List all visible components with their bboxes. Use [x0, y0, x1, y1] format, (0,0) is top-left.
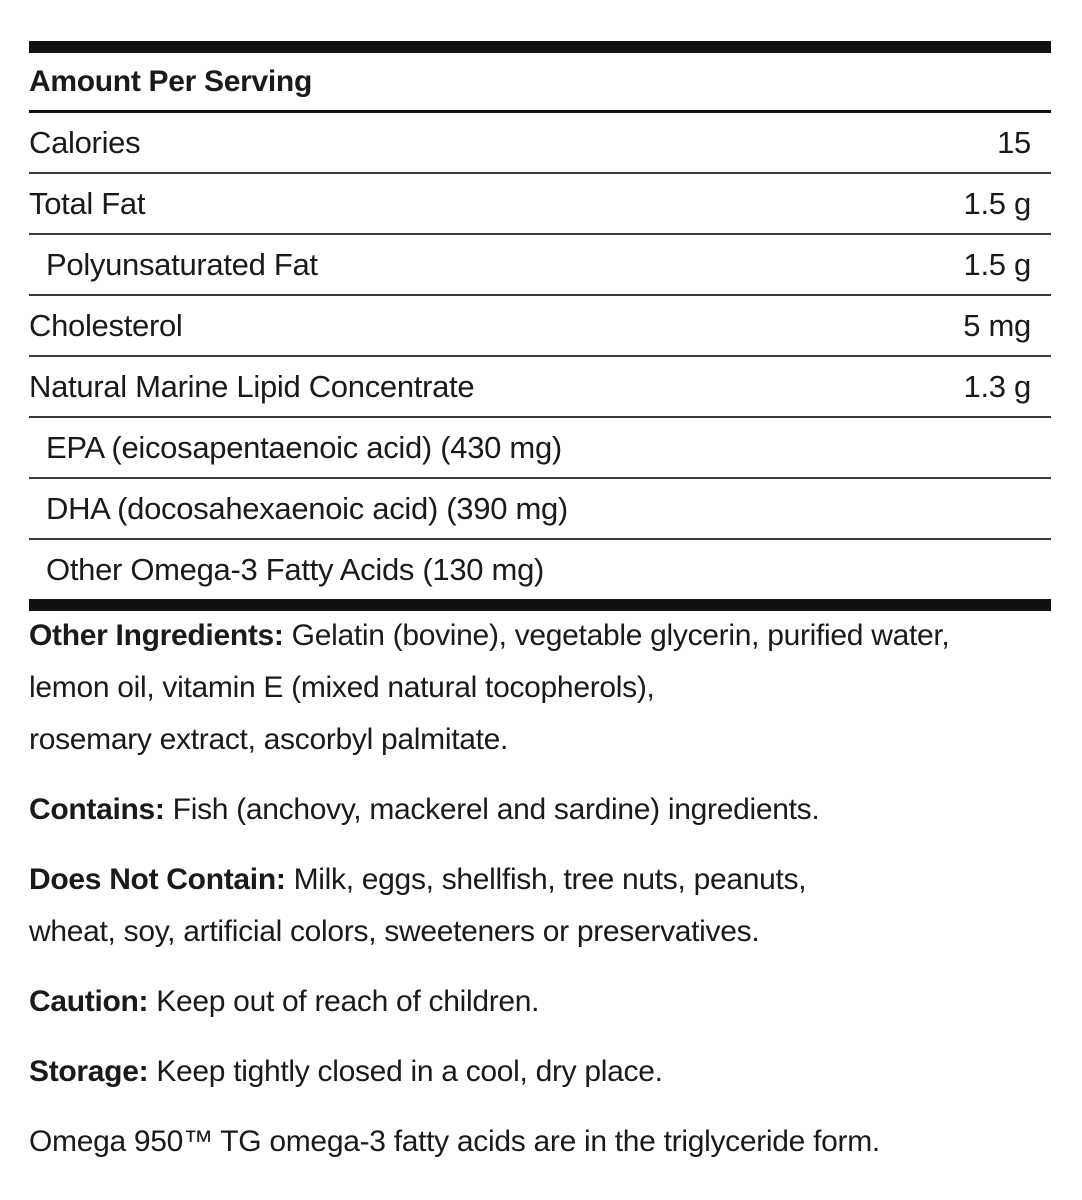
nutrient-amount: 5 mg	[963, 307, 1031, 343]
other-ingredients-note	[29, 610, 1059, 766]
nutrient-name: EPA (eicosapentaenoic acid) (430 mg)	[46, 429, 562, 465]
triglyceride-form-note: Omega 950™ TG omega-3 fatty acids are in the triglyceride form.	[29, 1125, 880, 1158]
header-label: Amount Per Serving	[29, 64, 312, 98]
nutrient-name: Polyunsaturated Fat	[46, 246, 318, 282]
caution-text: Keep out of reach of children.	[148, 985, 540, 1018]
nutrient-amount: 1.5 g	[963, 185, 1031, 221]
other-ingredients-line3: rosemary extract, ascorbyl palmitate.	[29, 723, 509, 756]
does-not-contain-line1: Milk, eggs, shellfish, tree nuts, peanuts,	[285, 863, 807, 896]
nutrient-name: Natural Marine Lipid Concentrate	[29, 368, 475, 404]
other-ingredients-label: Other Ingredients:	[29, 619, 284, 652]
other-ingredients-line1: Gelatin (bovine), vegetable glycerin, purified water,	[283, 619, 950, 652]
does-not-contain-line2: wheat, soy, artificial colors, sweeteners or preservatives.	[29, 915, 760, 948]
contains-note	[29, 784, 1059, 836]
storage-note	[29, 1046, 1059, 1098]
nutrient-name: Other Omega-3 Fatty Acids (130 mg)	[46, 551, 545, 587]
nutrient-row-epa	[29, 418, 1051, 479]
contains-label: Contains:	[29, 793, 165, 826]
caution-note	[29, 976, 1059, 1028]
other-ingredients-line2: lemon oil, vitamin E (mixed natural tocopherols),	[29, 671, 655, 704]
does-not-contain-label: Does Not Contain:	[29, 863, 286, 896]
supplement-facts-panel	[29, 41, 1051, 611]
nutrient-amount: 1.5 g	[963, 246, 1031, 282]
nutrient-row-cholesterol	[29, 296, 1051, 357]
label-notes	[29, 610, 1059, 1168]
nutrient-name: Cholesterol	[29, 307, 183, 343]
caution-label: Caution:	[29, 985, 149, 1018]
storage-text: Keep tightly closed in a cool, dry place.	[148, 1055, 663, 1088]
does-not-contain-note	[29, 854, 1059, 958]
storage-label: Storage:	[29, 1055, 149, 1088]
nutrient-name: Calories	[29, 124, 141, 160]
nutrient-row-total-fat	[29, 174, 1051, 235]
nutrient-row-dha	[29, 479, 1051, 540]
contains-text: Fish (anchovy, mackerel and sardine) ingredients.	[164, 793, 820, 826]
nutrient-row-other-omega3	[29, 540, 1051, 599]
nutrient-amount: 15	[997, 124, 1031, 160]
top-thick-rule	[29, 41, 1051, 53]
nutrient-name: Total Fat	[29, 185, 146, 221]
nutrient-row-calories	[29, 113, 1051, 174]
amount-per-serving-header	[29, 53, 1051, 113]
nutrient-name: DHA (docosahexaenoic acid) (390 mg)	[46, 490, 568, 526]
nutrient-amount: 1.3 g	[963, 368, 1031, 404]
nutrient-row-marine-lipid	[29, 357, 1051, 418]
nutrient-row-polyunsaturated-fat	[29, 235, 1051, 296]
